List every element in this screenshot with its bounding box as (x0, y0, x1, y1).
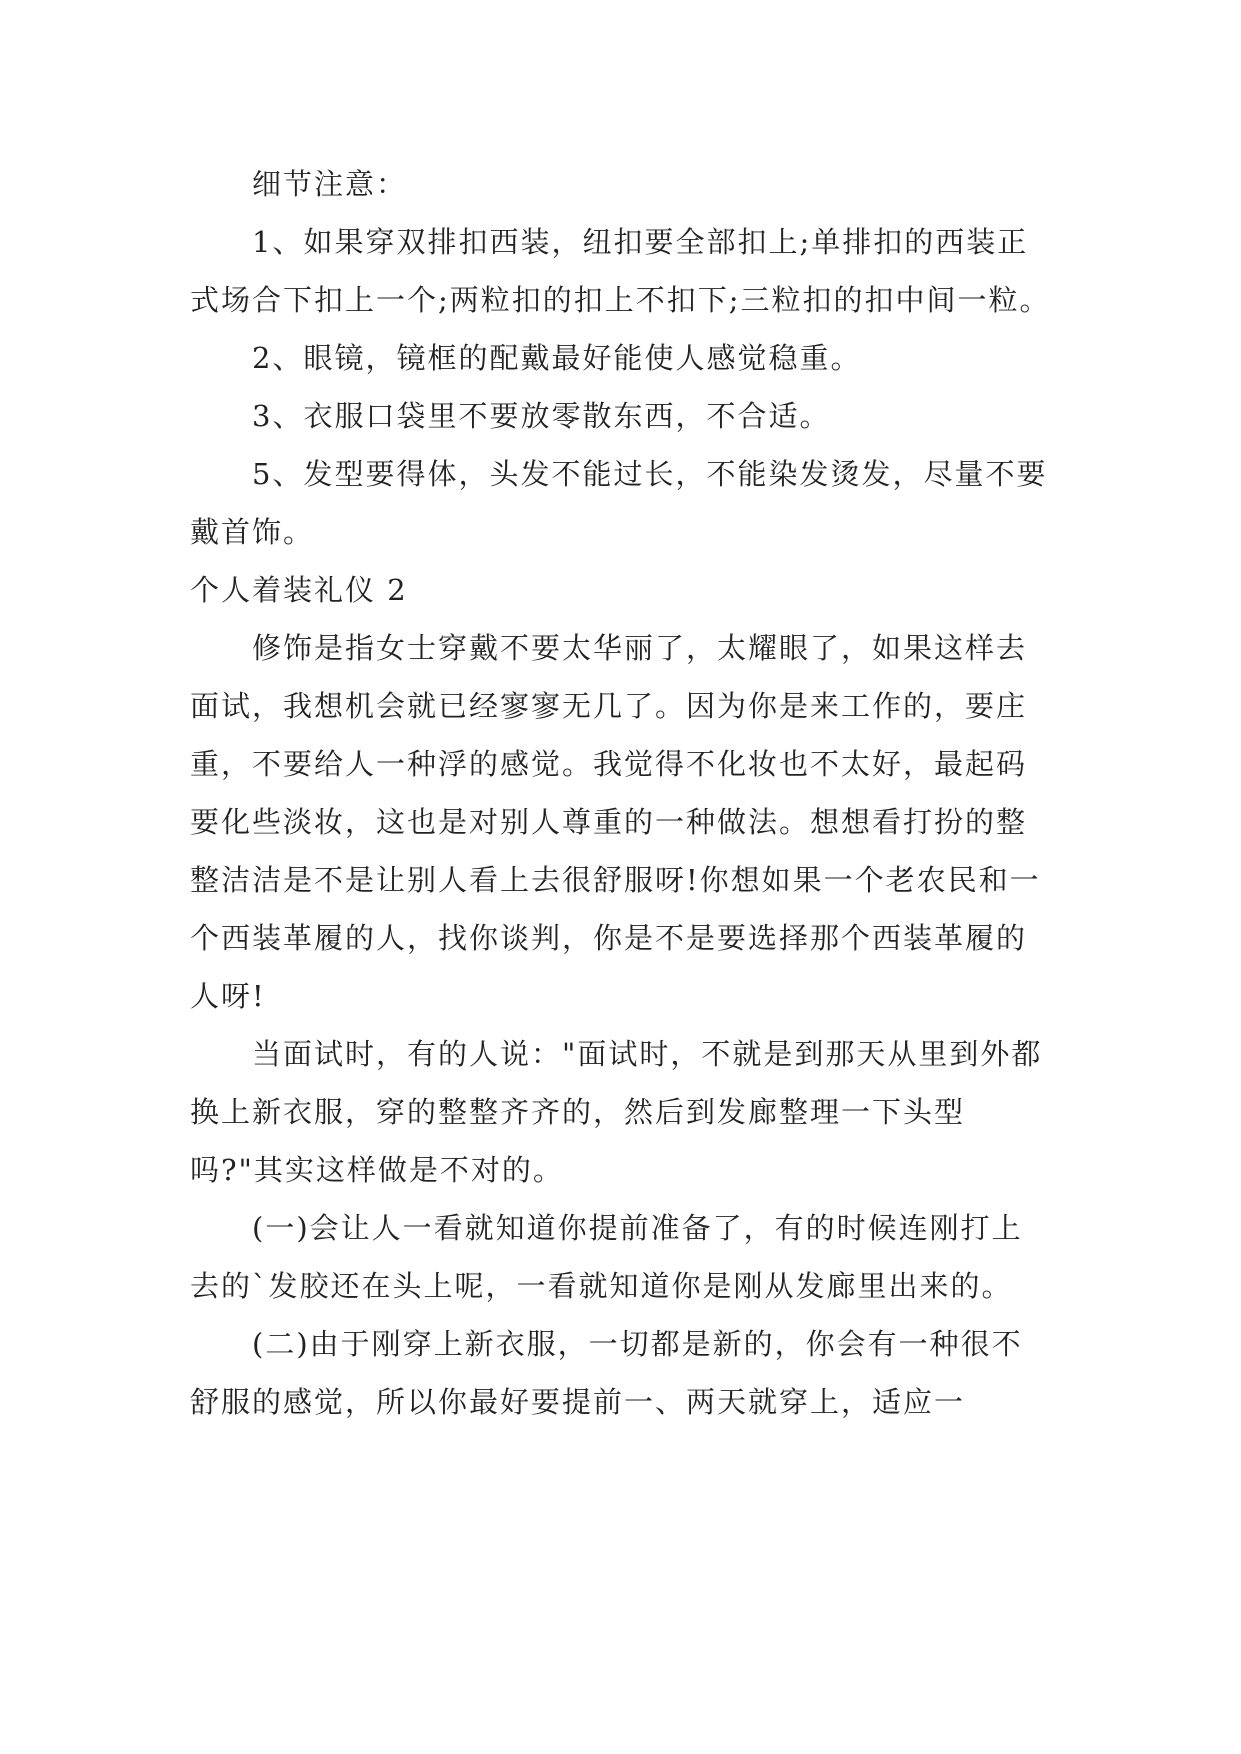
section-heading: 个人着装礼仪 2 (190, 573, 408, 607)
paragraph-item-3: 3、衣服口袋里不要放零散东西，不合适。 (252, 399, 831, 433)
paragraph-detail-notes-heading: 细节注意： (252, 167, 408, 201)
paragraph-point-two: (二)由于刚穿上新衣服，一切都是新的，你会有一种很不舒服的感觉，所以你最好要提前一、两天就穿上，适应一 (190, 1327, 1023, 1419)
document-body (190, 155, 1052, 1431)
paragraph-dress-modesty: 修饰是指女士穿戴不要太华丽了，太耀眼了，如果这样去面试，我想机会就已经寥寥无几了。因为你是来工作的，要庄重，不要给人一种浮的感觉。我觉得不化妆也不太好，最起码要化些淡妆，这也是对别人尊重的一种做法。想想看打扮的整整洁洁是不是让别人看上去很舒服呀!你想如果一个老农民和一个西装革履的人，找你谈判，你是不是要选择那个西装革履的人呀! (190, 631, 1041, 1013)
paragraph-item-1: 1、如果穿双排扣西装，纽扣要全部扣上;单排扣的西装正式场合下扣上一个;两粒扣的扣上不扣下;三粒扣的扣中间一粒。 (190, 225, 1051, 317)
paragraph-interview-new-clothes: 当面试时，有的人说："面试时，不就是到那天从里到外都换上新衣服，穿的整整齐齐的，然后到发廊整理一下头型吗?"其实这样做是不对的。 (190, 1037, 1043, 1187)
paragraph-item-5: 5、发型要得体，头发不能过长，不能染发烫发，尽量不要戴首饰。 (190, 457, 1048, 549)
paragraph-point-one: (一)会让人一看就知道你提前准备了，有的时候连刚打上去的`发胶还在头上呢，一看就知道你是刚从发廊里出来的。 (190, 1211, 1023, 1303)
paragraph-item-2: 2、眼镜，镜框的配戴最好能使人感觉稳重。 (252, 341, 862, 375)
